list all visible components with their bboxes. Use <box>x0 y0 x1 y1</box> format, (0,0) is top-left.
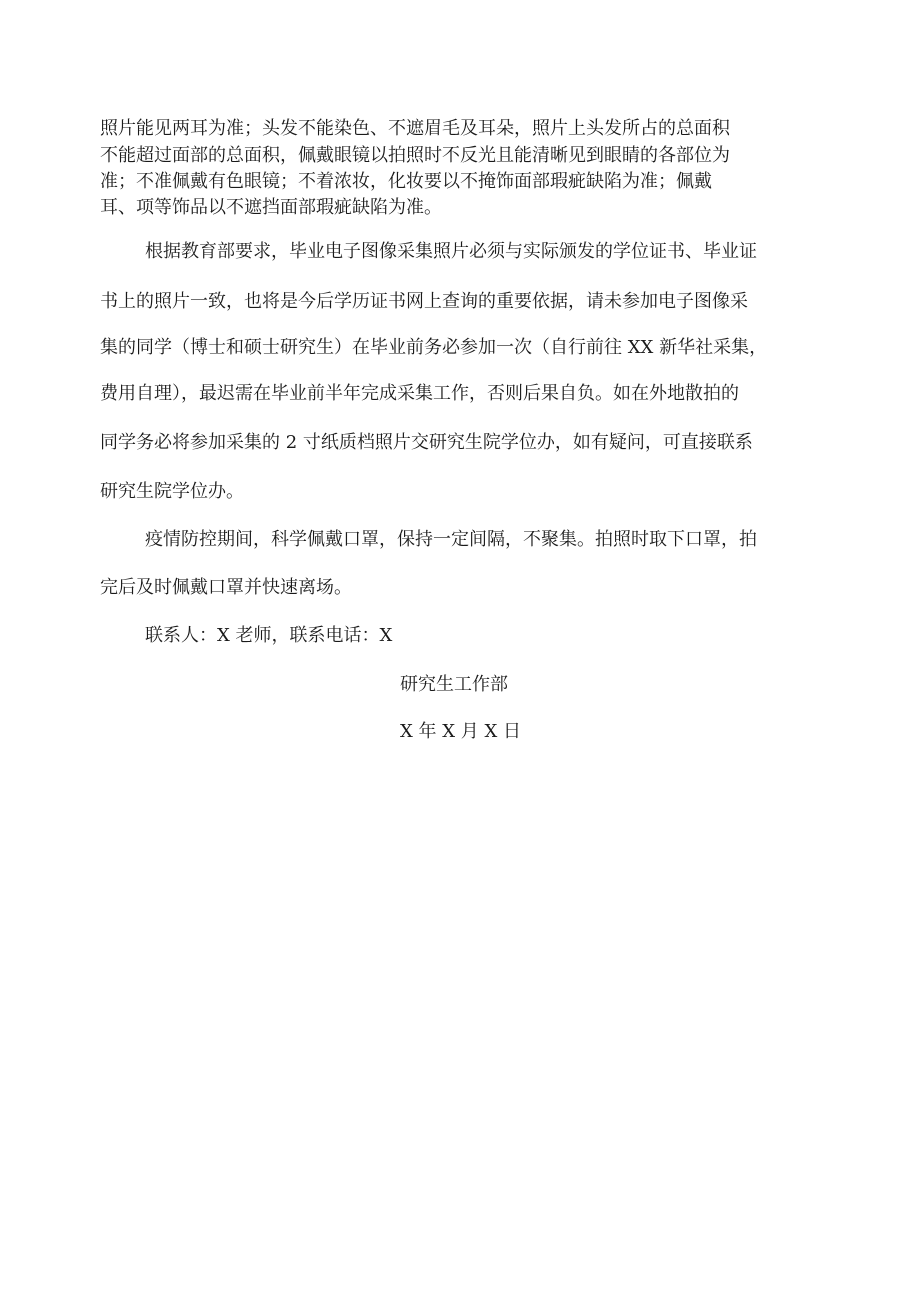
signature-department: 研究生工作部 <box>400 674 508 695</box>
epidemic-line-1: 疫情防控期间，科学佩戴口罩，保持一定间隔，不聚集。拍照时取下口罩，拍 <box>145 529 757 550</box>
epidemic-line-2: 完后及时佩戴口罩并快速离场。 <box>100 577 352 598</box>
ministry-requirement-line-4: 费用自理），最迟需在毕业前半年完成采集工作，否则后果自负。如在外地散拍的 <box>100 383 739 404</box>
ministry-requirement-line-1: 根据教育部要求，毕业电子图像采集照片必须与实际颁发的学位证书、毕业证 <box>145 241 757 262</box>
ministry-requirement-line-3: 集的同学（博士和硕士研究生）在毕业前务必参加一次（自行前往 XX 新华社采集， <box>100 337 768 358</box>
ministry-requirement-line-6: 研究生院学位办。 <box>100 481 244 502</box>
signature-date: X 年 X 月 X 日 <box>400 721 522 742</box>
photo-rules-line-1: 照片能见两耳为准；头发不能染色、不遮眉毛及耳朵，照片上头发所占的总面积 <box>100 118 730 139</box>
photo-rules-line-4: 耳、项等饰品以不遮挡面部瑕疵缺陷为准。 <box>100 197 442 218</box>
ministry-requirement-line-2: 书上的照片一致，也将是今后学历证书网上查询的重要依据，请未参加电子图像采 <box>100 291 748 312</box>
photo-rules-line-3: 准；不准佩戴有色眼镜；不着浓妆，化妆要以不掩饰面部瑕疵缺陷为准；佩戴 <box>100 171 712 192</box>
ministry-requirement-line-5: 同学务必将参加采集的 2 寸纸质档照片交研究生院学位办，如有疑问，可直接联系 <box>100 432 753 453</box>
contact-line: 联系人：X 老师，联系电话：X <box>145 625 393 646</box>
photo-rules-line-2: 不能超过面部的总面积，佩戴眼镜以拍照时不反光且能清晰见到眼睛的各部位为 <box>100 145 730 166</box>
